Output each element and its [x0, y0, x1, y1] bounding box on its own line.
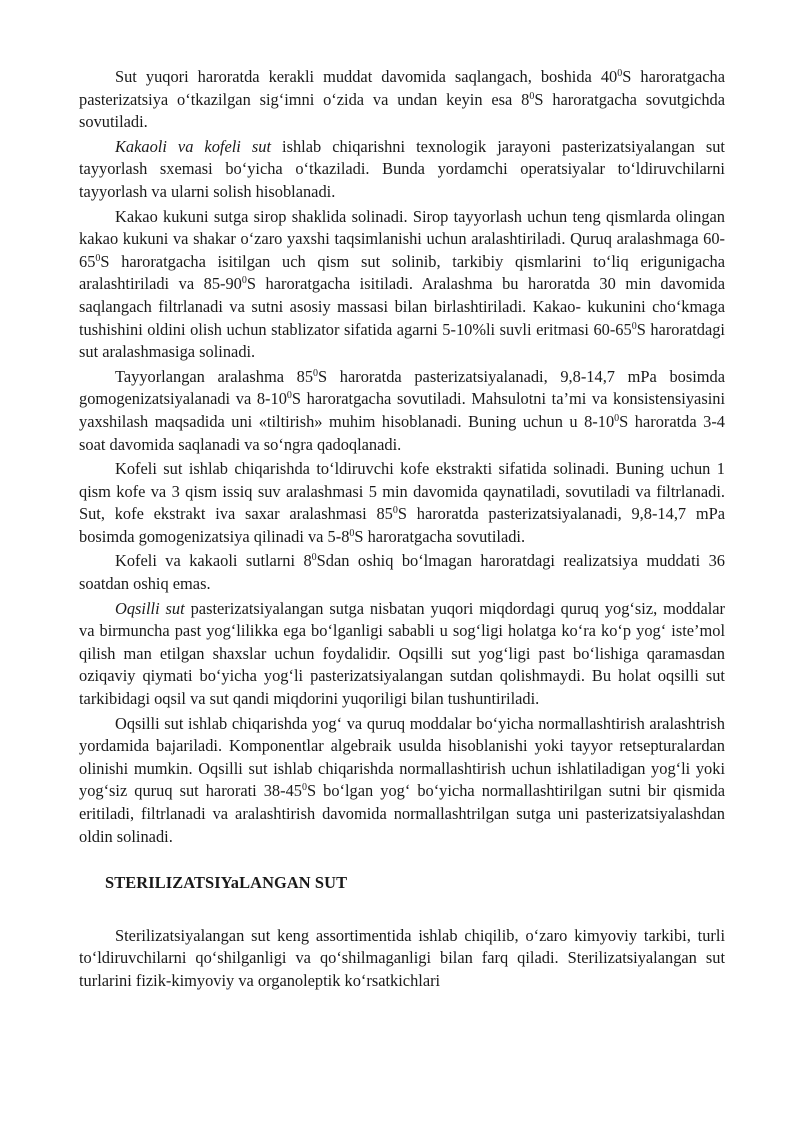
text-run: S haroratda 3-4 soat davomida saqlanadi va so‘ngra qadoqlanadi.	[79, 411, 726, 454]
paragraph	[79, 206, 725, 364]
degree-superscript: 0	[349, 527, 355, 539]
body-text-section-continued	[79, 925, 725, 993]
text-run: Kofeli va kakaoli sutlarni 8	[115, 551, 312, 571]
paragraph	[79, 458, 725, 548]
text-run: Tayyorlangan aralashma 85	[115, 366, 314, 386]
degree-superscript: 0	[286, 390, 292, 402]
paragraph	[79, 713, 725, 849]
degree-superscript: 0	[631, 320, 637, 332]
text-run: Sdan oshiq bo‘lmagan haroratdagi realizatsiya muddati 36 soatdan oshiq emas.	[79, 551, 725, 594]
paragraph	[79, 66, 725, 134]
degree-superscript: 0	[529, 90, 535, 102]
text-run: S haroratgacha sovutgichda sovutiladi.	[79, 89, 726, 132]
text-run: Sterilizatsiyalangan sut keng assortimentida ishlab chiqilib, o‘zaro kimyoviy tarkibi, turli to‘ldiruvchilarni qo‘shilganligi va qo‘shilmaganligi bilan farq qiladi. Sterilizatsiyalangan sut turlarini fizik-kimyoviy va organoleptik ko‘rsatkichlari	[79, 925, 725, 990]
text-run: S haroratda pasterizatsiyalanadi, 9,8-14,7 mPa bosimda gomogenizatsiya qilinadi va 5-8	[79, 504, 726, 546]
degree-superscript: 0	[301, 782, 307, 794]
italic-term: Kakaoli va kofeli sut	[115, 136, 271, 156]
text-run: Oqsilli sut ishlab chiqarishda yog‘ va quruq moddalar bo‘yicha normallashtirish aralashtrish yordamida bajariladi. Komponentlar algebraik usulda hisoblanishi yoki tayyor retsepturalardan olinishi mumkin. Oqsilli sut ishlab chiqarishda normallashtirish uchun ishlatiladigan yog‘li yoki yog‘siz quruq sut harorati 38-45	[79, 713, 725, 801]
degree-superscript: 0	[241, 275, 247, 287]
paragraph	[79, 925, 725, 993]
text-run: Kofeli sut ishlab chiqarishda to‘ldiruvchi kofe ekstrakti sifatida solinadi. Buning uchun 1 qism kofe va 3 qism issiq suv aralashmasi 5 min davomida qaynatiladi, sovutiladi va filtrlanadi. Sut, kofe ekstrakt iva saxar aralashmasi 85	[79, 459, 725, 524]
italic-term: Oqsilli sut	[115, 598, 185, 618]
degree-superscript: 0	[614, 412, 620, 424]
degree-superscript: 0	[392, 505, 398, 517]
text-run: S haroratdagi sut aralashmasiga solinadi.	[79, 319, 725, 362]
degree-superscript: 0	[313, 367, 319, 379]
degree-superscript: 0	[95, 252, 101, 264]
text-run: pasterizatsiyalangan sutga nisbatan yuqori miqdordagi quruq yog‘siz, moddalar va birmuncha past yog‘lilikka ega bo‘lganligi sababli u sog‘ligi holatga ko‘ra ko‘p yog‘ iste’mol qilish man etilgan shaxslar uchun foydalidir. Oqsilli sut yog‘ligi past bo‘lishiga qaramasdan oziqaviy qiymati bo‘yicha yog‘li pasterizatsiyalangan sutdan qolishmaydi. Bu holat oqsilli sut tarkibidagi oqsil va sut qandi miqdorini yuqoriligi bilan tushuntiriladi.	[79, 598, 726, 709]
paragraph	[79, 550, 725, 595]
paragraph	[79, 366, 725, 456]
text-run: Sut yuqori haroratda kerakli muddat davomida saqlangach, boshida 40	[115, 67, 618, 86]
text-run: S haroratgacha sovutiladi. Mahsulotni ta’mi va konsistensiyasini yaxshilash maqsadida uni «tiltirish» muhim hisoblanadi. Buning uchun u 8-10	[79, 389, 726, 431]
text-run: S haroratda pasterizatsiyalanadi, 9,8-14,7 mPa bosimda gomogenizatsiyalanadi va 8-10	[79, 366, 725, 409]
text-run: S haroratgacha isitiladi. Aralashma bu haroratda 30 min davomida saqlangach filtrlanadi va sutni asosiy massasi bilan birlashtiriladi. Kakao- kukunini cho‘kmaga tushishini oldini olish uchun stablizator sifatida agarni 5-10%li suvli eritmasi 60-65	[79, 274, 725, 339]
text-run: Kakao kukuni sutga sirop shaklida solinadi. Sirop tayyorlash uchun teng qismlarda olingan kakao kukuni va shakar o‘zaro yaxshi taqsimlanishi uchun aralashtiriladi. Quruq aralashmaga 60-65	[79, 206, 725, 271]
degree-superscript: 0	[617, 68, 623, 79]
text-run: S haroratgacha sovutiladi.	[354, 526, 526, 546]
text-run: S bo‘lgan yog‘ bo‘yicha normallashtirilgan sutni bir qismida eritiladi, filtrlanadi va aralashtirish davomida normallashtrilgan sutga uni pasterizatsiyalashdan oldin solinadi.	[79, 781, 725, 846]
text-run: S haroratgacha isitilgan uch qism sut solinib, tarkibiy qismlarini to‘liq erigunigacha aralashtiriladi va 85-90	[79, 251, 725, 294]
body-text-section	[79, 66, 725, 848]
text-run: S haroratgacha pasterizatsiya o‘tkazilgan sig‘imni o‘zida va undan keyin esa 8	[79, 67, 726, 109]
text-run: ishlab chiqarishni texnologik jarayoni pasterizatsiyalangan sut tayyorlash sxemasi bo‘yicha o‘tkaziladi. Bunda yordamchi operatsiyalar to‘ldiruvchilarni tayyorlash va ularni solish hisoblanadi.	[79, 136, 725, 201]
degree-superscript: 0	[311, 552, 317, 564]
paragraph	[79, 598, 725, 711]
document-page	[79, 66, 725, 995]
section-heading: STERILIZATSIYaLANGAN SUT	[105, 873, 348, 893]
paragraph	[79, 136, 725, 204]
